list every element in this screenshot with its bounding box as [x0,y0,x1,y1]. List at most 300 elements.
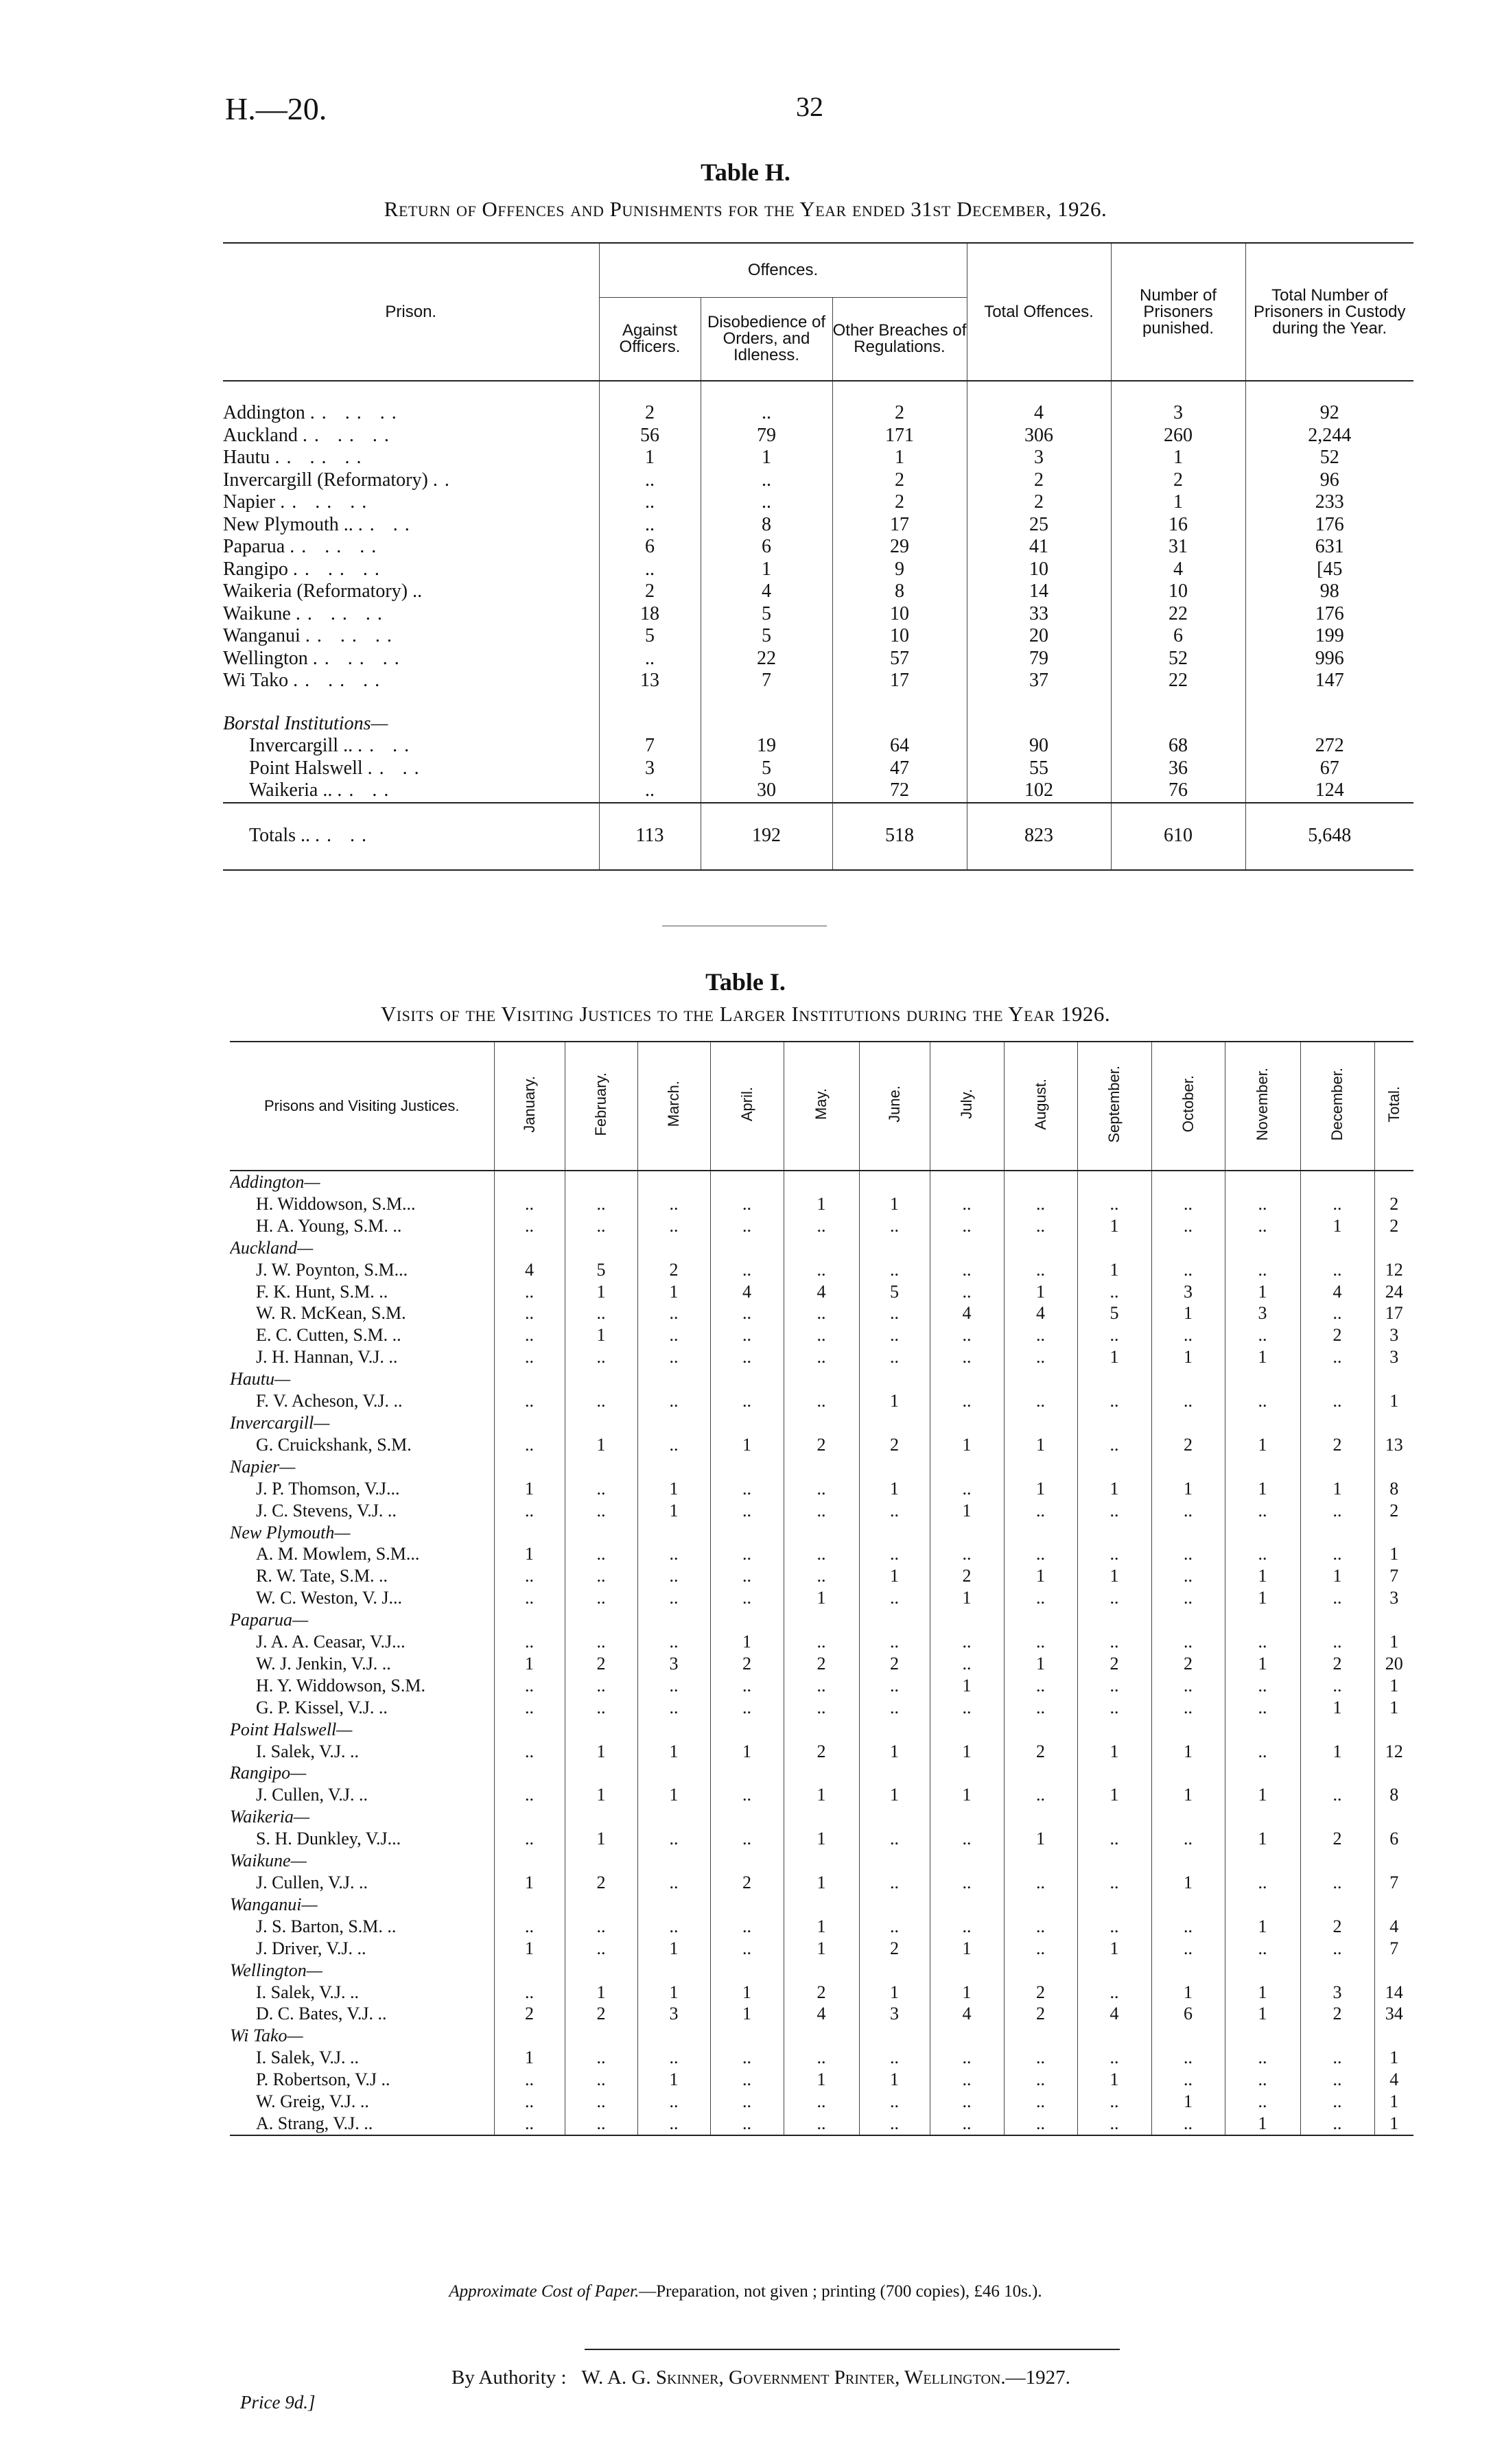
visit-count: 2 [784,1741,859,1763]
visit-count: 1 [1004,1653,1077,1675]
visit-count: .. [1225,1872,1300,1894]
prison-group: Paparua— [230,1610,309,1630]
cell-total: 41 [967,536,1111,559]
prison-name [223,803,599,870]
visit-count: 2 [1151,1434,1225,1456]
visit-count: .. [930,1543,1004,1565]
visit-count: 1 [784,1916,859,1938]
visit-count: .. [1300,1346,1374,1368]
visit-count: .. [784,1697,859,1719]
col-total [1374,1042,1413,1171]
justice-name: A. M. Mowlem, S.M... [256,1544,420,1564]
cell-other: 64 [832,735,967,758]
prison-name [223,514,599,537]
visit-count: .. [710,1938,784,1960]
visit-count: 5 [859,1281,930,1303]
justice-name: J. P. Thomson, V.J... [256,1478,400,1499]
visits-table-body [230,1171,1413,2135]
visit-count: 1 [1300,1565,1374,1587]
table-h-title: Table H. [701,159,790,186]
visit-count: .. [1225,1938,1300,1960]
visit-count: .. [1077,2091,1151,2113]
visit-count: 1 [710,1982,784,2004]
visits-table [230,1041,1413,2136]
visit-count: 3 [637,1653,710,1675]
cell-total: 3 [967,447,1111,469]
visit-count: 1 [1225,1916,1300,1938]
visit-count: .. [637,1215,710,1237]
visit-count: .. [1225,1193,1300,1215]
visit-count: 1 [494,1543,565,1565]
visit-count: .. [1004,1500,1077,1522]
table-row [230,1587,1413,1609]
visit-count: .. [859,1302,930,1324]
justice-name: R. W. Tate, S.M. .. [256,1566,388,1586]
visit-count: .. [1004,1259,1077,1281]
prison-name [223,536,599,559]
cell-against: .. [599,559,701,581]
visit-count: 1 [637,1938,710,1960]
group-heading-row [230,1609,1413,1631]
visit-count: .. [637,1828,710,1850]
visit-count: 1 [494,1872,565,1894]
visit-count: .. [1077,2113,1151,2135]
cell-custody: 996 [1245,648,1413,670]
table-row [230,1434,1413,1456]
visit-count: .. [565,1302,637,1324]
visit-count: .. [1077,1982,1151,2004]
col-month [1077,1042,1151,1171]
visit-count: 1 [859,1982,930,2004]
visit-count: 1 [930,1982,1004,2004]
cell-total: 102 [967,779,1111,803]
cell-punished: 36 [1111,758,1245,780]
visit-count: .. [1151,1215,1225,1237]
table-i-title: Table I. [705,968,786,996]
visit-count: 1 [494,2047,565,2069]
visit-total: 1 [1374,1390,1413,1412]
prison-name [223,580,599,603]
visit-count: .. [710,1675,784,1697]
visit-count: 1 [930,1741,1004,1763]
visit-total: 1 [1374,1675,1413,1697]
visit-count: .. [1300,1631,1374,1653]
col-month [494,1042,565,1171]
visit-count: .. [1151,1631,1225,1653]
visit-count: .. [710,1215,784,1237]
visit-count: .. [565,2091,637,2113]
table-row [223,625,1413,648]
prison-name [223,670,599,692]
cell-against: 7 [599,735,701,758]
visit-count: .. [1004,1215,1077,1237]
visit-count: 6 [1151,2003,1225,2025]
group-heading-row [230,1237,1413,1259]
justice-name: E. C. Cutten, S.M. .. [256,1325,401,1346]
cell-disob: 1 [701,559,832,581]
cell-total: 14 [967,580,1111,603]
visit-count: .. [1225,2047,1300,2069]
group-heading-row [223,713,1413,736]
cell-disob: 6 [701,536,832,559]
visit-count: 2 [784,1653,859,1675]
visit-count: .. [565,1675,637,1697]
cell-other: 17 [832,670,967,692]
leader-dots: .. .. .. [295,602,389,624]
visit-count: .. [1151,1697,1225,1719]
visit-count: .. [1077,1872,1151,1894]
prison-label: Waikeria (Reformatory) .. [223,580,423,602]
justice-name: J. Driver, V.J. .. [256,1938,366,1958]
visit-count: .. [930,1390,1004,1412]
col-disobedience: Disobedience of Orders, and Idleness. [701,298,832,382]
justice-name: W. J. Jenkin, V.J. .. [256,1653,391,1674]
cell-disob: 30 [701,779,832,803]
visit-count: .. [930,1324,1004,1346]
visit-count: 1 [1300,1697,1374,1719]
visit-count: .. [494,1982,565,2004]
cell-disob: 22 [701,648,832,670]
visit-count: 2 [1300,1916,1374,1938]
visit-count: .. [784,2091,859,2113]
prison-name [223,758,599,780]
visit-count: 1 [1151,1784,1225,1806]
visit-count: .. [710,1324,784,1346]
prison-label: Point Halswell [249,757,363,779]
visit-count: .. [784,1565,859,1587]
visit-count: .. [637,1390,710,1412]
cell-custody: 199 [1245,625,1413,648]
table-row [230,1938,1413,1960]
visit-count: .. [930,1281,1004,1303]
visit-count: .. [859,1500,930,1522]
justice-name: J. Cullen, V.J. .. [256,1873,368,1892]
cell-punished: 31 [1111,536,1245,559]
visit-count: .. [710,1828,784,1850]
visit-count: 1 [1077,1565,1151,1587]
month-label: May. [812,1088,830,1120]
cell-custody: [45 [1245,559,1413,581]
visit-count: .. [1300,1543,1374,1565]
visit-count: 1 [637,2069,710,2091]
col-number-punished: Number of Prisoners punished. [1111,243,1245,381]
visit-count: 2 [565,1653,637,1675]
visit-count: .. [565,1390,637,1412]
visit-count: .. [930,1872,1004,1894]
page-number: 32 [796,91,823,122]
cell-custody: 631 [1245,536,1413,559]
table-row [223,803,1413,870]
prison-label: Invercargill .. [249,735,353,756]
visit-count: .. [1151,1390,1225,1412]
table-row [230,1872,1413,1894]
visit-count: .. [637,1675,710,1697]
cost-text: —Preparation, not given ; printing (700 copies), £46 10s.). [639,2282,1042,2301]
visit-count: .. [494,1500,565,1522]
cell-against: .. [599,491,701,514]
visit-count: .. [710,2069,784,2091]
visit-count: .. [930,1697,1004,1719]
visit-count: .. [784,1543,859,1565]
visit-count: .. [930,2113,1004,2135]
col-month [1004,1042,1077,1171]
total-label: Total. [1385,1086,1402,1123]
col-justices: Prisons and Visiting Justices. [263,1097,460,1114]
visit-total: 12 [1374,1741,1413,1763]
cell-total: 55 [967,758,1111,780]
leader-dots: .. .. .. [309,402,403,423]
visit-count: 1 [859,1193,930,1215]
visit-count: 1 [1300,1215,1374,1237]
visit-count: 1 [859,1565,930,1587]
prison-group: New Plymouth— [230,1522,351,1542]
visit-count: 2 [784,1982,859,2004]
table-row [230,1565,1413,1587]
table-row [230,1675,1413,1697]
visit-count: 1 [1300,1741,1374,1763]
visit-count: .. [637,2113,710,2135]
visit-total: 13 [1374,1434,1413,1456]
col-month [1151,1042,1225,1171]
table-row [230,1784,1413,1806]
visit-count: 1 [859,1390,930,1412]
visit-count: 1 [637,1478,710,1500]
visit-count: 1 [637,1741,710,1763]
table-row [230,1741,1413,1763]
visit-count: 2 [1004,1741,1077,1763]
visit-count: 1 [1225,2003,1300,2025]
visit-count: 1 [1151,1346,1225,1368]
visit-count: .. [1225,1390,1300,1412]
table-row [230,1215,1413,1237]
leader-dots: .. .. [357,735,416,756]
leader-dots: .. .. .. [292,558,386,580]
group-heading-row [230,1762,1413,1784]
visit-count: 1 [1004,1434,1077,1456]
justice-name: S. H. Dunkley, V.J... [256,1829,401,1849]
cell-disob: 4 [701,580,832,603]
cell-punished: 10 [1111,580,1245,603]
visit-count: .. [1077,1193,1151,1215]
visit-count: .. [565,2113,637,2135]
visit-count: 4 [930,2003,1004,2025]
visit-count: 1 [859,1741,930,1763]
visit-count: .. [859,1631,930,1653]
visit-total: 7 [1374,1938,1413,1960]
visit-total: 4 [1374,1916,1413,1938]
visit-count: 1 [930,1587,1004,1609]
visit-count: .. [565,1346,637,1368]
visit-total: 17 [1374,1302,1413,1324]
cell-other: 171 [832,425,967,447]
cell-custody: 67 [1245,758,1413,780]
group-heading-row [230,1894,1413,1916]
visit-count: .. [494,1587,565,1609]
prison-name [223,779,599,803]
cell-other: 29 [832,536,967,559]
visit-count: 1 [859,1784,930,1806]
visit-count: .. [494,1784,565,1806]
cell-against: 1 [599,447,701,469]
prison-label: Hautu [223,447,270,468]
leader-dots: .. [432,469,456,491]
prison-label: Auckland [223,424,298,446]
visit-total: 1 [1374,2091,1413,2113]
cost-note [0,2282,1491,2301]
month-label: August. [1031,1078,1049,1130]
col-month [1300,1042,1374,1171]
cell-total: 10 [967,559,1111,581]
visit-count: .. [1300,1193,1374,1215]
leader-dots: .. .. .. [290,536,384,557]
visit-count: .. [859,2091,930,2113]
month-label: October. [1179,1075,1197,1133]
visit-count: 1 [565,1828,637,1850]
visit-total: 4 [1374,2069,1413,2091]
visit-count: 2 [1151,1653,1225,1675]
visit-count: 1 [1004,1281,1077,1303]
visit-count: 1 [784,2069,859,2091]
visit-count: .. [859,1872,930,1894]
cell-custody: 92 [1245,402,1413,425]
visit-count: 1 [565,1434,637,1456]
visit-count: 1 [1225,1587,1300,1609]
prison-label: Addington [223,402,305,423]
leader-dots: .. .. .. [293,670,387,691]
table-row [230,1281,1413,1303]
visit-total: 7 [1374,1872,1413,1894]
visit-count: .. [565,1543,637,1565]
prison-label: Wi Tako [223,670,289,691]
visit-count: 3 [1300,1982,1374,2004]
visit-count: 4 [710,1281,784,1303]
visit-count: 5 [1077,1302,1151,1324]
table-row [230,1631,1413,1653]
cost-label: Approximate Cost of Paper. [449,2282,639,2301]
table-row [230,2047,1413,2069]
visit-count: .. [1225,1741,1300,1763]
visit-count: .. [784,1500,859,1522]
visit-count: .. [1151,1565,1225,1587]
visit-count: .. [1151,1938,1225,1960]
visit-count: .. [930,1631,1004,1653]
prison-label: Totals .. [249,825,311,847]
table-h-caption: Return of Offences and Punishments for the Year ended 31st December, 1926. [384,197,1107,221]
visit-count: .. [1151,2113,1225,2135]
visit-count: .. [1225,1697,1300,1719]
leader-dots: .. .. .. [305,625,399,646]
visit-count: .. [784,1390,859,1412]
cell-custody: 96 [1245,469,1413,492]
borstal-heading: Borstal Institutions— [223,712,388,734]
visit-count: 1 [565,1741,637,1763]
cell-disob: .. [701,469,832,492]
visit-count: .. [1077,2047,1151,2069]
cell-other: 2 [832,402,967,425]
visit-count: .. [494,1565,565,1587]
prison-name [223,648,599,670]
visit-count: .. [710,1916,784,1938]
visit-count: 1 [1225,1784,1300,1806]
table-row [230,1828,1413,1850]
document-reference: H.—20. [225,91,327,126]
cell-other: 10 [832,625,967,648]
cell-against: 6 [599,536,701,559]
visit-count: .. [1077,1697,1151,1719]
visit-count: 2 [1300,1653,1374,1675]
cell-disob: 5 [701,625,832,648]
visit-count: .. [494,1390,565,1412]
cell-disob: 192 [701,803,832,870]
visit-count: 1 [1077,1784,1151,1806]
justice-name: I. Salek, V.J. .. [256,1982,359,2002]
cell-other: 17 [832,514,967,537]
visit-count: .. [1300,1675,1374,1697]
visit-count: 1 [784,1872,859,1894]
visit-count: .. [565,2069,637,2091]
visit-count: .. [637,1193,710,1215]
visit-count: 1 [494,1653,565,1675]
visit-count: .. [1225,1259,1300,1281]
visit-count: .. [1004,1916,1077,1938]
cell-punished: 68 [1111,735,1245,758]
visit-total: 1 [1374,2113,1413,2135]
visit-count: .. [1300,1872,1374,1894]
visit-total: 8 [1374,1478,1413,1500]
prison-group: Wanganui— [230,1894,318,1914]
visit-count: 4 [1004,1302,1077,1324]
visit-count: 2 [1077,1653,1151,1675]
offences-table [223,242,1413,871]
visit-count: 1 [784,1587,859,1609]
prison-group: Waikune— [230,1851,307,1871]
cell-other: 47 [832,758,967,780]
prison-label: Napier [223,491,276,513]
visit-count: .. [1300,2069,1374,2091]
visit-count: .. [1004,1938,1077,1960]
visit-count: .. [494,1828,565,1850]
cell-disob: 5 [701,603,832,626]
prison-group: Waikeria— [230,1807,310,1827]
visit-count: .. [494,1741,565,1763]
visit-count: .. [1151,1675,1225,1697]
visit-count: 2 [930,1565,1004,1587]
visit-count: .. [1004,1631,1077,1653]
visit-count: .. [859,1346,930,1368]
prison-name [223,603,599,626]
visit-count: .. [494,1916,565,1938]
visit-count: .. [784,2113,859,2135]
visit-count: 2 [710,1872,784,1894]
month-label: March. [665,1081,682,1127]
visit-total: 1 [1374,1697,1413,1719]
visit-total: 1 [1374,2047,1413,2069]
prison-label: Waikune [223,602,291,624]
leader-dots: .. .. [337,779,396,801]
cell-other: 2 [832,469,967,492]
visit-count: .. [1300,1500,1374,1522]
visit-count: 1 [784,1938,859,1960]
visit-count: .. [930,1346,1004,1368]
visit-count: .. [710,1500,784,1522]
visit-count: .. [637,1916,710,1938]
visit-count: .. [565,1587,637,1609]
justice-name: P. Robertson, V.J .. [256,2069,390,2090]
cell-total: 4 [967,402,1111,425]
visit-count: 3 [1151,1281,1225,1303]
visit-count: 1 [1151,1982,1225,2004]
justice-name: J. C. Stevens, V.J. .. [256,1500,397,1521]
